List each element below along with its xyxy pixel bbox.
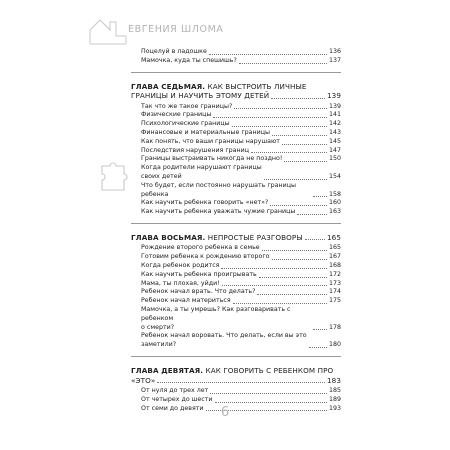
toc-entry[interactable]: От четырех до шести 189 xyxy=(141,395,341,403)
table-of-contents xyxy=(131,48,341,413)
chapter-heading-8[interactable] xyxy=(131,233,341,243)
chapter-page: 183 xyxy=(326,375,341,385)
toc-entry[interactable]: Ребенок начал врать. Что делать? 174 xyxy=(141,288,341,296)
page-number: 6 xyxy=(220,405,230,420)
chapter-divider xyxy=(131,72,341,73)
toc-entry[interactable]: Как понять, что ваши границы нарушают 145 xyxy=(141,137,341,145)
chapter-number: ГЛАВА ВОСЬМАЯ. xyxy=(131,232,206,242)
toc-entry[interactable]: Мама, ты плохая, уйди! 173 xyxy=(141,279,341,287)
toc-entry[interactable]: Психологические границы 142 xyxy=(141,120,341,128)
toc-entry[interactable]: Мамочка, куда ты спешишь? 137 xyxy=(141,56,341,64)
toc-entry[interactable]: Что будет, если постоянно нарушать границы ребенка 158 xyxy=(141,181,341,198)
chapter-page: 139 xyxy=(326,91,341,101)
toc-entry[interactable]: Когда родители нарушают границы своих детей 154 xyxy=(141,164,341,180)
toc-entry[interactable]: Как научить ребенка говорить «нет»? 160 xyxy=(141,199,341,207)
chapter-divider xyxy=(131,356,341,357)
puzzle-piece-icon xyxy=(98,160,128,194)
chapter-title: ГРАНИЦЫ И НАУЧИТЬ ЭТОМУ ДЕТЕЙ xyxy=(131,91,270,101)
toc-entry[interactable]: Готовим ребенка к рождению второго 167 xyxy=(141,253,341,261)
toc-entry[interactable]: Мамочка, а ты умрешь? Как разговаривать с ребенком о смерти? 178 xyxy=(141,306,341,331)
toc-entry[interactable]: Как научить ребенка проигрывать 172 xyxy=(141,270,341,278)
header-author: ЕВГЕНИЯ ШЛОМА xyxy=(128,24,224,35)
toc-entry[interactable]: Рождение второго ребенка в семье 165 xyxy=(141,244,341,252)
toc-entry[interactable]: Как научить ребенка уважать чужие границы 163 xyxy=(141,208,341,216)
toc-entry[interactable]: Ребенок начал воровать. Что делать, если вы это заметили? 180 xyxy=(141,332,341,349)
chapter-heading-9[interactable] xyxy=(131,366,341,385)
toc-entry[interactable]: От семи до девяти 193 xyxy=(141,404,341,412)
toc-entry[interactable]: Ребенок начал материться 175 xyxy=(141,297,341,305)
toc-entry[interactable]: Так что же такое границы? 139 xyxy=(141,102,341,110)
chapter-title: НЕПРОСТЫЕ РАЗГОВОРЫ xyxy=(207,232,303,242)
toc-entry[interactable]: Границы выстраивать никогда не поздно! 150 xyxy=(141,155,341,163)
chapter-title: «ЭТО» xyxy=(131,375,156,385)
chapter-number: ГЛАВА ДЕВЯТАЯ. xyxy=(131,366,204,376)
toc-entry[interactable]: Последствия нарушения границ 147 xyxy=(141,146,341,154)
toc-entry[interactable]: Финансовые и материальные границы 143 xyxy=(141,128,341,136)
chapter-heading-7[interactable] xyxy=(131,82,341,101)
house-ornament-icon xyxy=(88,16,128,46)
toc-entry[interactable]: Физические границы 141 xyxy=(141,111,341,119)
chapter-title: КАК ГОВОРИТЬ С РЕБЕНКОМ ПРО xyxy=(205,366,334,376)
chapter-number: ГЛАВА СЕДЬМАЯ. xyxy=(131,81,206,91)
chapter-title: КАК ВЫСТРОИТЬ ЛИЧНЫЕ xyxy=(207,81,307,91)
toc-entry[interactable]: Поцелуй в ладошке 136 xyxy=(141,48,341,55)
chapter-page: 165 xyxy=(326,232,341,242)
toc-entry[interactable]: Когда ребенок родится 168 xyxy=(141,262,341,270)
toc-entry[interactable]: От нуля до трех лет 185 xyxy=(141,387,341,395)
chapter-divider xyxy=(131,223,341,224)
